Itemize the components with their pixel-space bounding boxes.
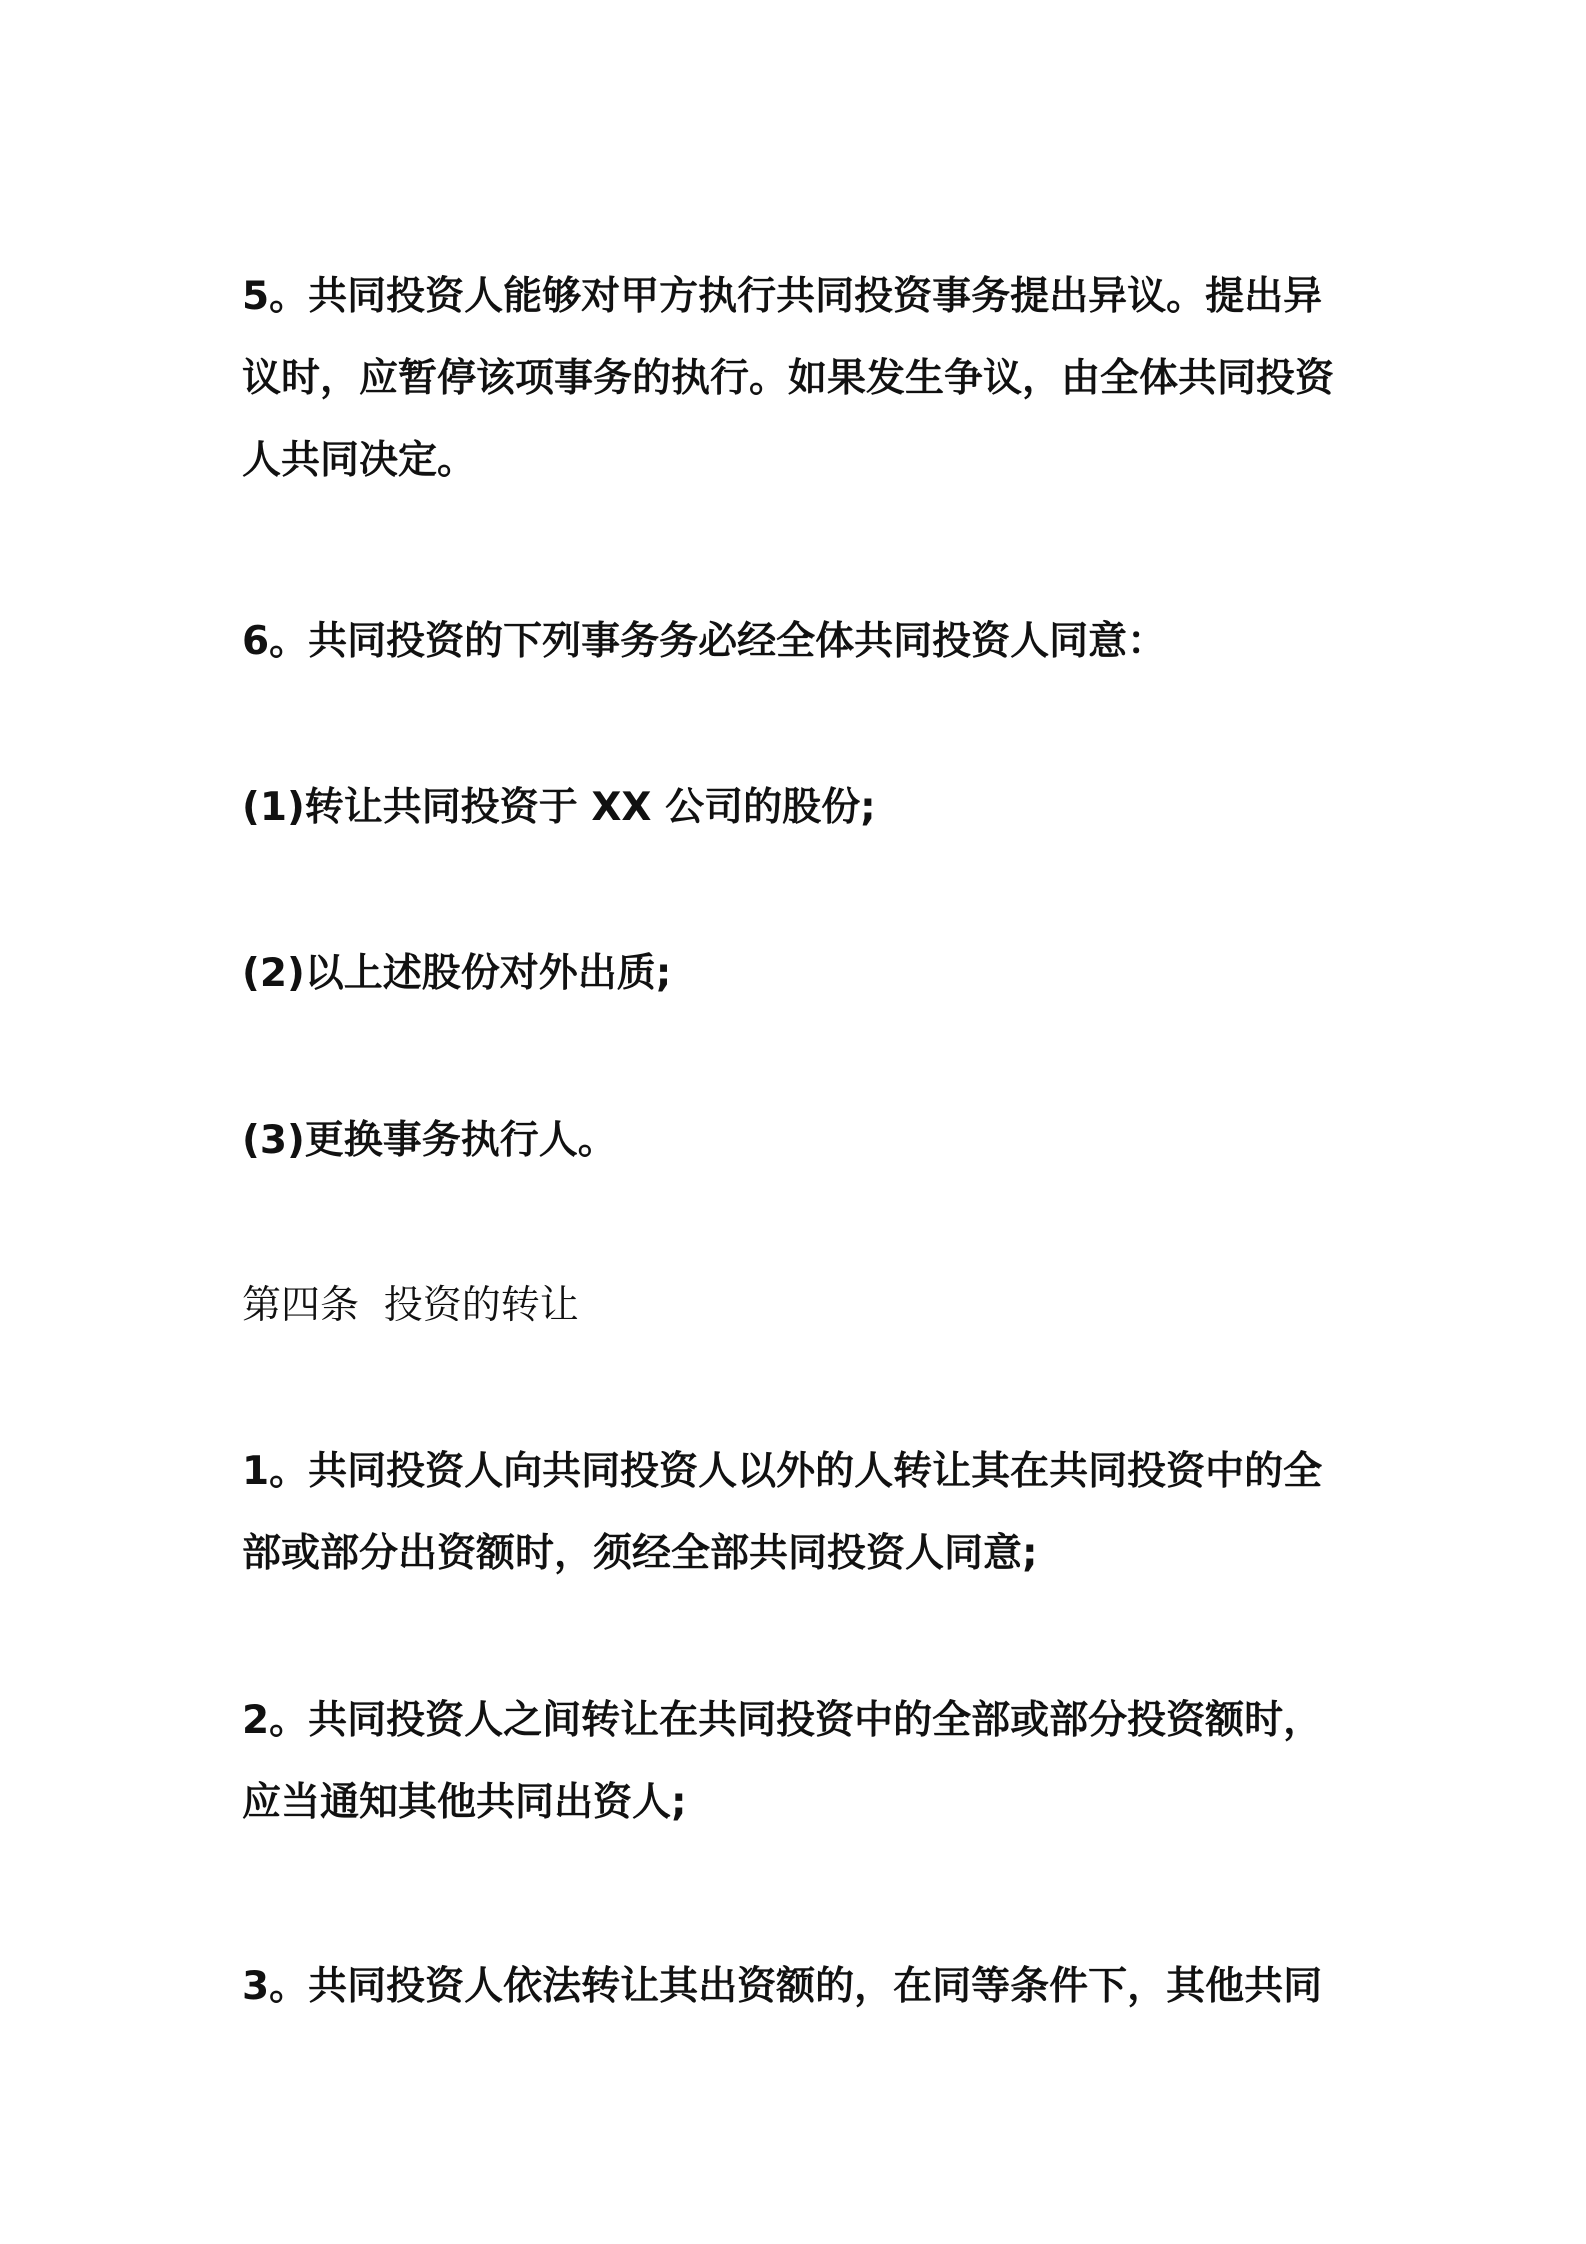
paragraph-line: (3)更换事务执行人。 [242, 1118, 617, 1163]
paragraph-line: 1。共同投资人向共同投资人以外的人转让其在共同投资中的全 [242, 1449, 1323, 1494]
paragraph-line: (2)以上述股份对外出质; [242, 951, 672, 996]
paragraph-line: 5。共同投资人能够对甲方执行共同投资事务提出异议。提出异 [242, 274, 1323, 319]
list-item-2 [242, 933, 1362, 1015]
paragraph-line: 3。共同投资人依法转让其出资额的，在同等条件下，其他共同 [242, 1964, 1323, 2009]
transfer-clause-2 [242, 1680, 1362, 1844]
paragraph-line: 2。共同投资人之间转让在共同投资中的全部或部分投资额时， [242, 1698, 1323, 1743]
paragraph-item-5 [242, 256, 1362, 502]
transfer-clause-1 [242, 1431, 1362, 1595]
paragraph-line: 6。共同投资的下列事务务必经全体共同投资人同意： [242, 619, 1167, 664]
list-item-3 [242, 1100, 1362, 1182]
section-heading-article-4 [242, 1265, 1362, 1347]
paragraph-line: 人共同决定。 [242, 438, 477, 483]
paragraph-item-6 [242, 601, 1362, 683]
paragraph-line: 部或部分出资额时，须经全部共同投资人同意; [242, 1531, 1038, 1576]
section-heading-text: 第四条 投资的转让 [242, 1283, 579, 1328]
transfer-clause-3 [242, 1946, 1362, 2028]
paragraph-line: (1)转让共同投资于 XX 公司的股份; [242, 785, 876, 830]
paragraph-line: 应当通知其他共同出资人; [242, 1780, 687, 1825]
paragraph-line: 议时，应暂停该项事务的执行。如果发生争议，由全体共同投资 [242, 356, 1335, 401]
list-item-1 [242, 767, 1362, 849]
